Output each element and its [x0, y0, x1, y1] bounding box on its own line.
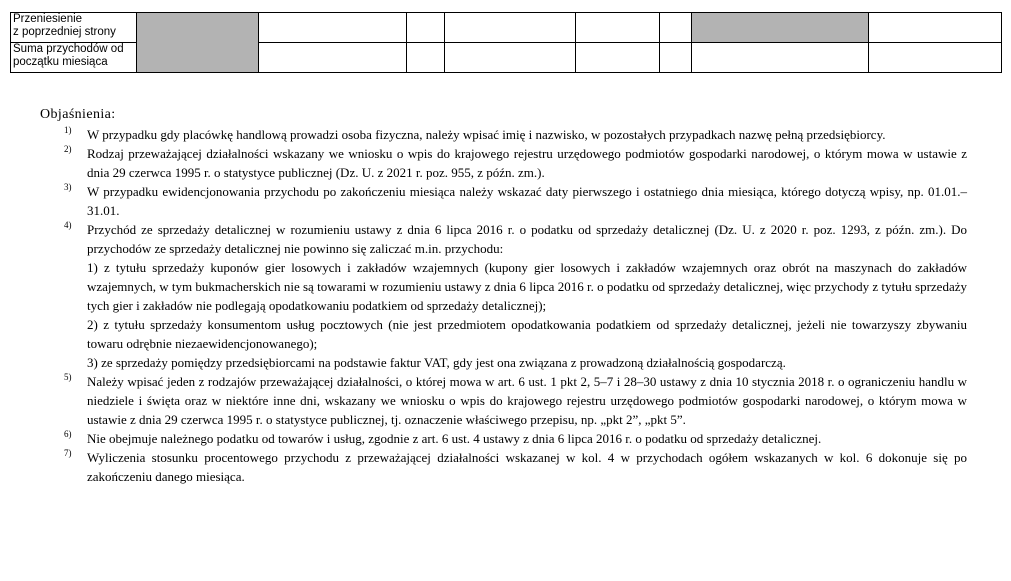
- footnote-7: [64, 448, 967, 486]
- footnote-3: [64, 182, 967, 220]
- footnote-subitem-2: 2) z tytułu sprzedaży konsumentom usług pocztowych (nie jest przedmiotem opodatkowania podatkiem od sprzedaży detalicznej, jeżeli nie towarzyszy zbywaniu towaru odrębnie niezaewidencjonowanego);: [87, 317, 967, 351]
- footnote-text: Wyliczenia stosunku procentowego przychodu z przeważającej działalności wskazanej w kol. 4 w przychodach ogółem wskazanych w kol. 6 dokonuje się po zakończeniu danego miesiąca.: [87, 450, 967, 484]
- footnote-number: 6): [64, 429, 72, 439]
- table-row-carry-over: [11, 13, 1002, 43]
- greyed-cell: [137, 13, 259, 73]
- table-cell[interactable]: [407, 13, 445, 43]
- footnote-number: 5): [64, 372, 72, 382]
- greyed-cell: [692, 13, 869, 43]
- table-cell[interactable]: [259, 43, 407, 73]
- table-cell[interactable]: [445, 13, 576, 43]
- footnote-text: W przypadku ewidencjonowania przychodu po zakończeniu miesiąca należy wskazać daty pierwszego i ostatniego dnia miesiąca, którego dotyczą wpisy, np. 01.01.–31.01.: [87, 184, 967, 218]
- footnote-5: [64, 372, 967, 429]
- table-cell[interactable]: [660, 13, 692, 43]
- table-cell[interactable]: [259, 13, 407, 43]
- table-cell[interactable]: [869, 43, 1002, 73]
- table-cell[interactable]: [576, 13, 660, 43]
- footnote-number: 3): [64, 182, 72, 192]
- footnote-6: [64, 429, 967, 448]
- row-label-carry-over: Przeniesienie z poprzedniej strony: [11, 13, 137, 43]
- row-label-monthly-sum: Suma przychodów od początku miesiąca: [11, 43, 137, 73]
- footnote-subitem-3: 3) ze sprzedaży pomiędzy przedsiębiorcami na podstawie faktur VAT, gdy jest ona związana z prowadzoną działalnością gospodarczą.: [87, 355, 786, 370]
- table-cell[interactable]: [407, 43, 445, 73]
- footnote-text: Rodzaj przeważającej działalności wskazany we wniosku o wpis do krajowego rejestru urzędowego podmiotów gospodarki narodowej, o którym mowa w ustawie z dnia 29 czerwca 1995 r. o statystyce publicznej (Dz. U. z 2021 r. poz. 955, z późn. zm.).: [87, 146, 967, 180]
- footnote-1: [64, 125, 967, 144]
- footnote-text: Należy wpisać jeden z rodzajów przeważającej działalności, o której mowa w art. 6 ust. 1 pkt 2, 5–7 i 28–30 ustawy z dnia 10 stycznia 2018 r. o ograniczeniu handlu w niedziele i święta oraz w niektóre inne dni, wskazany we wniosku o wpis do krajowego rejestru urzędowego podmiotów gospodarki narodowej, o którym mowa w ustawie z dnia 29 czerwca 1995 r. o statystyce publicznej, tj. oznaczenie właściwego przepisu, np. „pkt 2”, „pkt 5”.: [87, 374, 967, 427]
- table-cell[interactable]: [445, 43, 576, 73]
- footnote-text: Nie obejmuje należnego podatku od towarów i usług, zgodnie z art. 6 ust. 4 ustawy z dnia 6 lipca 2016 r. o podatku od sprzedaży detalicznej.: [87, 431, 822, 446]
- table-cell[interactable]: [692, 43, 869, 73]
- footnote-number: 2): [64, 144, 72, 154]
- summary-table: [10, 12, 1002, 73]
- table-cell[interactable]: [576, 43, 660, 73]
- footnote-text: Przychód ze sprzedaży detalicznej w rozumieniu ustawy z dnia 6 lipca 2016 r. o podatku od sprzedaży detalicznej (Dz. U. z 2020 r. poz. 1293, z późn. zm.). Do przychodów ze sprzedaży detalicznej nie powinno się zaliczać m.in. przychodu:: [87, 222, 967, 256]
- explanations-section: [0, 105, 1011, 486]
- explanations-heading: Objaśnienia:: [40, 107, 116, 122]
- footnote-4: [64, 220, 967, 372]
- table-cell[interactable]: [869, 13, 1002, 43]
- footnote-number: 7): [64, 448, 72, 458]
- footnote-subitem-1: 1) z tytułu sprzedaży kuponów gier losowych i zakładów wzajemnych (kupony gier losowych i zakładów wzajemnych oraz obrót na maszynach do zakładów wzajemnych, w tym bukmacherskich nie są towarami w rozumieniu ustawy z dnia 6 lipca 2016 r. o podatku od sprzedaży detalicznej, więc przychody z tytułu sprzedaży tych gier i zakładów nie podlegają opodatkowaniu podatkiem od sprzedaży detalicznej);: [87, 260, 967, 313]
- table-cell[interactable]: [660, 43, 692, 73]
- footnote-number: 1): [64, 125, 72, 135]
- footnote-text: W przypadku gdy placówkę handlową prowadzi osoba fizyczna, należy wpisać imię i nazwisko, w pozostałych przypadkach nazwę pełną przedsiębiorcy.: [87, 127, 886, 142]
- footnote-number: 4): [64, 220, 72, 230]
- footnote-2: [64, 144, 967, 182]
